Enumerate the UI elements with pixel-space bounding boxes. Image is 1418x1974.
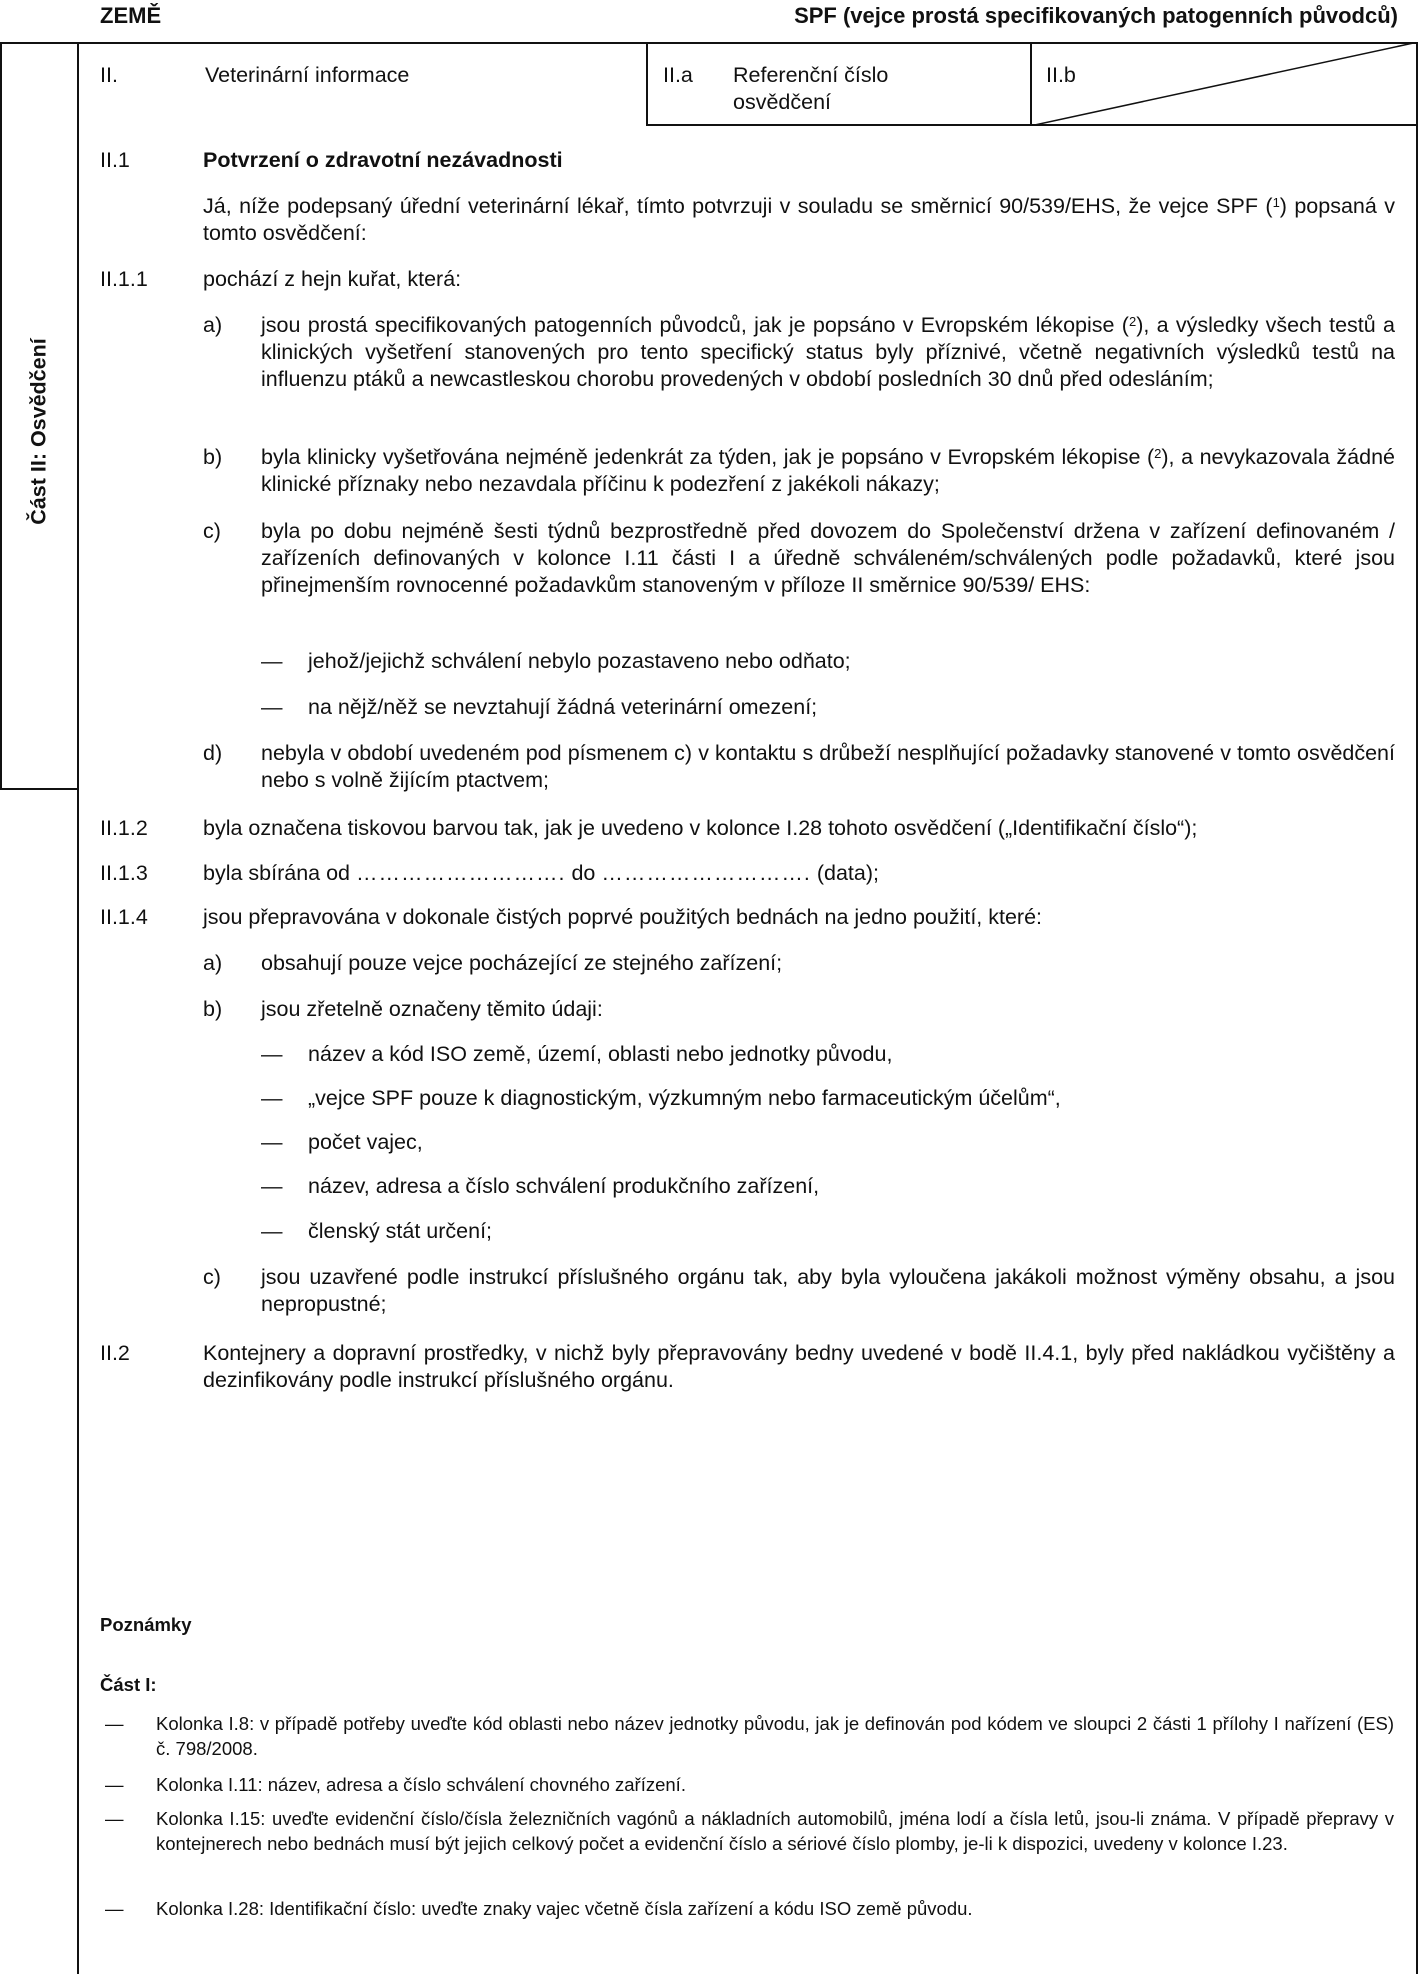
item-text: jsou uzavřené podle instrukcí příslušného orgánu tak, aby byla vyloučena jakákoli možnost výměny obsahu, a jsou nepropustné; xyxy=(261,1265,1395,1316)
item-text-part: byla klinicky vyšetřována nejméně jedenkrát za týden, jak je popsáno v Evropském lékopise ( xyxy=(261,445,1155,469)
item-label: b) xyxy=(203,997,223,1021)
clause-text: byla označena tiskovou barvou tak, jak je uvedeno v kolonce I.28 tohoto osvědčení („Identifikační číslo“); xyxy=(203,816,1198,840)
dash-item: název, adresa a číslo schválení produkčního zařízení, xyxy=(308,1174,820,1198)
dash-item: název a kód ISO země, území, oblasti nebo jednotky původu, xyxy=(308,1042,893,1066)
item-text: byla po dobu nejméně šesti týdnů bezprostředně před dovozem do Společenství držena v zařízení definovaném / zařízeních definovaných v kolonce I.11 části I a úředně schváleném/schválených podle požadavků, které jsou přinejmenším rovnocenné požadavkům stanoveným v příloze II směrnice 90/539/ EHS: xyxy=(261,519,1395,597)
dash-bullet: — xyxy=(261,1042,283,1066)
dash-item: „vejce SPF pouze k diagnostickým, výzkumným nebo farmaceutickým účelům“, xyxy=(308,1086,1061,1110)
clause-text: pochází z hejn kuřat, která: xyxy=(203,267,462,291)
section-number: II.1.3 xyxy=(100,861,148,885)
dash-bullet: — xyxy=(261,1174,283,1198)
ref-label-line2: osvědčení xyxy=(733,90,832,114)
note-item: Kolonka I.11: název, adresa a číslo schválení chovného zařízení. xyxy=(156,1774,686,1795)
dash-bullet: — xyxy=(105,1713,124,1734)
item-label: a) xyxy=(203,313,223,337)
item-label: d) xyxy=(203,741,223,765)
frame-left-outer xyxy=(0,42,2,790)
section-number: II.1 xyxy=(100,148,130,172)
certification-intro xyxy=(203,193,1395,247)
dash-bullet: — xyxy=(105,1808,124,1829)
footnote-ref: 2 xyxy=(1154,446,1162,461)
item-label: a) xyxy=(203,951,223,975)
header-divider-1 xyxy=(646,42,648,126)
dash-item: členský stát určení; xyxy=(308,1219,493,1243)
collection-text: do xyxy=(571,861,596,885)
footnote-ref: 1 xyxy=(1272,195,1280,210)
note-item: Kolonka I.8: v případě potřeby uveďte kód oblasti nebo název jednotky původu, jak je definován pod kódem ve sloupci 2 části 1 přílohy I nařízení (ES) č. 798/2008. xyxy=(156,1713,1394,1759)
b-number: II.b xyxy=(1046,63,1076,87)
dash-bullet: — xyxy=(261,1219,283,1243)
intro-text: Já, níže podepsaný úřední veterinární lékař, tímto potvrzuji v souladu se směrnicí 90/539/EHS, že vejce SPF ( xyxy=(203,194,1273,218)
item-text: obsahují pouze vejce pocházející ze stejného zařízení; xyxy=(261,951,783,975)
dash-bullet: — xyxy=(261,1130,283,1154)
note-item: Kolonka I.15: uveďte evidenční číslo/čísla železničních vagónů a nákladních automobilů, jména lodí a čísla letů, jsou-li známa. V případě přepravy v kontejnerech nebo bednách musí být jejich celkový počet a evidenční číslo a sériové číslo plomby, je-li k dispozici, uvedeny v kolonce I.23. xyxy=(156,1808,1394,1854)
footnote-ref: 2 xyxy=(1128,314,1137,329)
date-to-blank: ………………………. xyxy=(601,861,811,885)
notes-heading: Poznámky xyxy=(100,1614,192,1635)
clause-text: Kontejnery a dopravní prostředky, v nichž byly přepravovány bedny uvedené v bodě II.4.1, byly před nakládkou vyčištěny a dezinfikovány podle instrukcí příslušného orgánu. xyxy=(203,1341,1395,1392)
certificate-title: SPF (vejce prostá specifikovaných patogenních původců) xyxy=(794,3,1398,28)
section-number: II.2 xyxy=(100,1341,130,1365)
ref-label-line1: Referenční číslo xyxy=(733,63,889,87)
dash-bullet: — xyxy=(105,1898,124,1919)
frame-left-inner xyxy=(77,42,79,1974)
note-item: Kolonka I.28: Identifikační číslo: uveďte znaky vajec včetně čísla zařízení a kódu ISO země původu. xyxy=(156,1898,973,1919)
item-text-part: ), a nevykazovala žádné klinické příznaky nebo nezavdala příčinu k podezření z jakékoli nákazy; xyxy=(261,445,1395,496)
collection-dates xyxy=(203,860,879,887)
dash-item: jehož/jejichž schválení nebylo pozastaveno nebo odňato; xyxy=(308,649,851,673)
item-text xyxy=(261,444,1395,498)
dash-bullet: — xyxy=(261,1086,283,1110)
country-label: ZEMĚ xyxy=(100,3,162,28)
item-label: c) xyxy=(203,1265,221,1289)
collection-text: (data); xyxy=(816,861,879,885)
side-label: Část II: Osvědčení xyxy=(26,338,51,525)
part-label: Veterinární informace xyxy=(205,63,410,87)
dash-bullet: — xyxy=(261,695,283,719)
dash-bullet: — xyxy=(105,1774,124,1795)
dash-item: na nějž/něž se nevztahují žádná veterinární omezení; xyxy=(308,695,818,719)
item-text: jsou zřetelně označeny těmito údaji: xyxy=(261,997,603,1021)
notes-part-heading: Část I: xyxy=(100,1674,157,1695)
side-panel-bottom xyxy=(0,788,79,790)
item-text: nebyla v období uvedeném pod písmenem c) v kontaktu s drůbeží nesplňující požadavky stanovené v tomto osvědčení nebo s volně žijícím ptactvem; xyxy=(261,741,1395,792)
dash-bullet: — xyxy=(261,649,283,673)
item-text-part: ), a výsledky všech testů a klinických vyšetření stanovených pro tento specifický status byly příznivé, včetně negativních výsledků testů na influenzu ptáků a newcastleskou chorobu provedených v období posledních 30 dnů před odesláním; xyxy=(261,313,1395,391)
item-text-part: jsou prostá specifikovaných patogenních původců, jak je popsáno v Evropském lékopise ( xyxy=(261,313,1129,337)
intro-text-end: ) popsaná v tomto osvědčení: xyxy=(203,194,1395,245)
clause-text: jsou přepravována v dokonale čistých poprvé použitých bednách na jedno použití, které: xyxy=(203,905,1043,929)
dash-item: počet vajec, xyxy=(308,1130,423,1154)
item-label: b) xyxy=(203,445,223,469)
date-from-blank: ………………………. xyxy=(356,861,566,885)
item-label: c) xyxy=(203,519,221,543)
section-number: II.1.4 xyxy=(100,905,148,929)
item-text xyxy=(261,312,1395,393)
section-title: Potvrzení o zdravotní nezávadnosti xyxy=(203,148,563,172)
part-number: II. xyxy=(100,63,118,87)
collection-text: byla sbírána od xyxy=(203,861,351,885)
ref-number: II.a xyxy=(663,63,693,87)
section-number: II.1.1 xyxy=(100,267,148,291)
section-number: II.1.2 xyxy=(100,816,148,840)
cell-diagonal xyxy=(1030,42,1418,126)
